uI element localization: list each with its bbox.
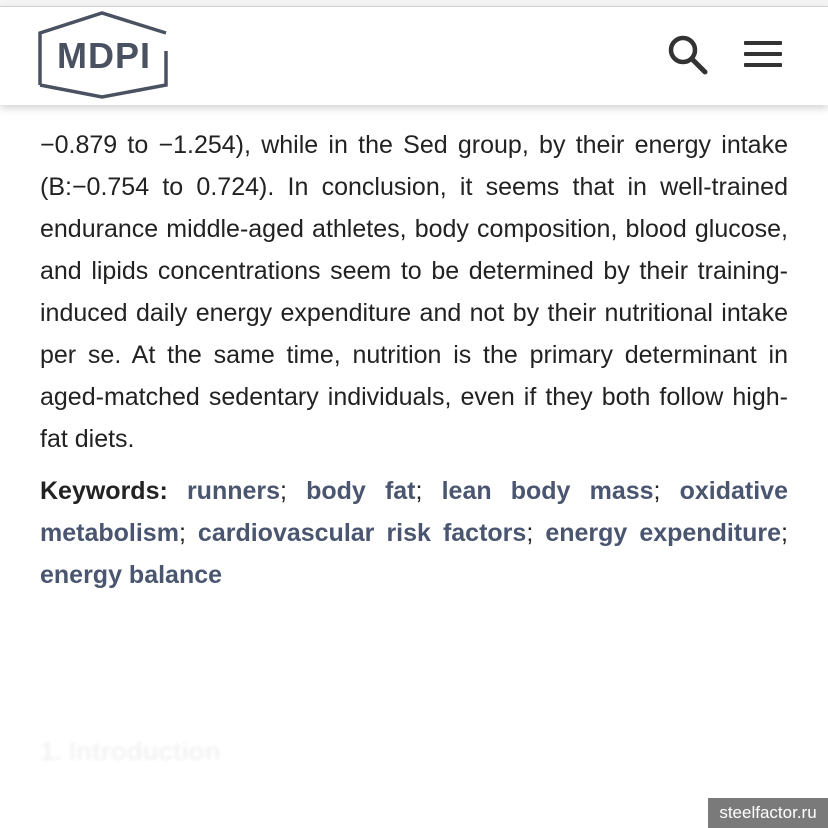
keyword-link[interactable]: lean body mass xyxy=(441,477,654,505)
article-content xyxy=(40,124,788,596)
search-button[interactable] xyxy=(664,31,712,79)
search-icon xyxy=(664,31,712,79)
browser-top-edge xyxy=(0,0,828,7)
keyword-link[interactable]: body fat xyxy=(306,477,416,505)
keyword-separator: ; xyxy=(415,477,423,505)
hamburger-menu-icon xyxy=(744,41,782,45)
keyword-separator: ; xyxy=(781,519,788,547)
keyword-link[interactable]: runners xyxy=(186,477,281,505)
keyword-link[interactable]: energy expenditure xyxy=(545,519,782,547)
hamburger-menu-icon xyxy=(744,52,782,56)
keyword-separator: ; xyxy=(178,519,186,547)
keywords-label: Keywords: xyxy=(40,477,168,505)
mdpi-logo[interactable] xyxy=(38,11,170,99)
keyword-separator: ; xyxy=(526,519,534,547)
logo-text: MDPI xyxy=(57,35,151,76)
keywords-section xyxy=(40,470,788,596)
keyword-separator: ; xyxy=(653,477,661,505)
section-heading-faded: 1. Introduction xyxy=(40,736,221,766)
keyword-link[interactable]: cardiovascular risk factors xyxy=(197,519,527,547)
menu-button[interactable] xyxy=(740,35,788,75)
watermark: steelfactor.ru xyxy=(708,798,828,828)
hamburger-menu-icon xyxy=(744,63,782,67)
keyword-link[interactable]: oxidative metabolism xyxy=(40,477,788,547)
abstract-text: −0.879 to −1.254), while in the Sed group, by their energy intake (B:−0.754 to 0.724). In conclusion, it seems that in well-trained endurance middle-aged athletes, body composition, blood glucose, and lipids concentrations seem to be determined by their training-induced daily energy expenditure and not by their nutritional intake per se. At the same time, nutrition is the primary determinant in aged-matched sedentary individuals, even if they both follow high-fat diets. xyxy=(40,131,788,453)
keyword-separator: ; xyxy=(280,477,287,505)
keyword-link[interactable]: energy balance xyxy=(40,561,223,589)
site-header xyxy=(0,7,828,105)
